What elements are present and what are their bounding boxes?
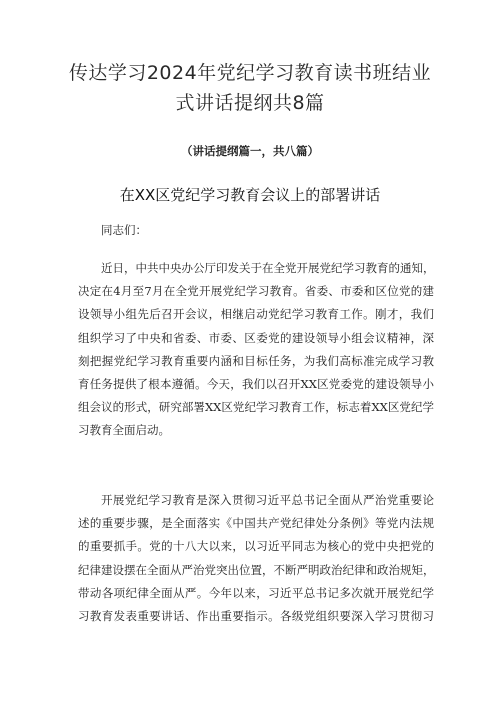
paragraph-2-line: 的重要抓手。党的十八大以来，以习近平同志为核心的党中央把党的 [78,539,434,554]
document-title [40,58,460,118]
paragraph-1-line: 刻把握党纪学习教育重要内涵和目标任务，为我们高标准完成学习教 [78,353,434,368]
paragraph-2 [78,489,434,628]
paragraph-1-line: 设领导小组先后召开会议，相继启动党纪学习教育工作。刚才，我们 [78,307,434,322]
paragraph-1-line: 组织学习了中央和省委、市委、区委党的建设领导小组会议精神，深 [78,330,434,345]
paragraph-1-line: 育任务提供了根本遵循。今天，我们以召开XX区党委党的建设领导小 [78,377,434,392]
document-title-line-1: 传达学习2024年党纪学习教育读书班结业 [68,62,432,84]
paragraph-1-line: 决定在4月至7月在全党开展党纪学习教育。省委、市委和区位党的建 [78,284,434,299]
paragraph-2-line: 开展党纪学习教育是深入贯彻习近平总书记全面从严治党重要论 [101,493,434,507]
paragraph-1 [78,257,434,443]
paragraph-1-line: 组会议的形式，研究部署XX区党纪学习教育工作，标志着XX区党纪学 [78,400,434,415]
paragraph-2-line: 纪律建设摆在全面从严治党突出位置，不断严明政治纪律和政治规矩， [78,562,435,577]
paragraph-1-line: 近日，中共中央办公厅印发关于在全党开展党纪学习教育的通知， [101,261,435,275]
document-title-line-2: 式讲话提纲共8篇 [175,92,325,114]
document-subtitle: （讲话提纲篇一，共八篇） [181,144,319,158]
speech-title: 在XX区党纪学习教育会议上的部署讲话 [119,186,381,204]
greeting: 同志们： [101,223,147,237]
paragraph-2-line: 习教育发表重要讲话、作出重要指示。各级党组织要深入学习贯彻习 [78,609,434,624]
paragraph-1-line: 习教育全面启动。 [78,423,170,438]
paragraph-2-line: 带动各项纪律全面从严。今年以来，习近平总书记多次就开展党纪学 [78,585,434,600]
paragraph-2-line: 述的重要步骤，是全面落实《中国共产党纪律处分条例》等党内法规 [78,516,434,531]
